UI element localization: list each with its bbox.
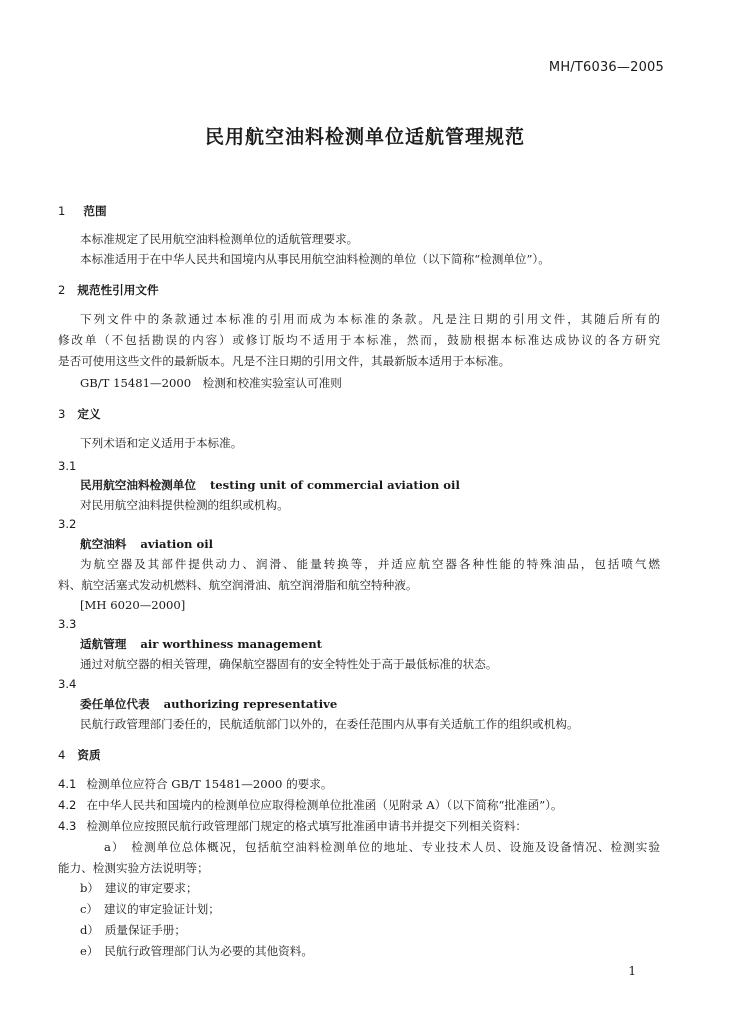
clause-number: 4.2 <box>58 798 77 812</box>
section-4-heading <box>58 748 101 762</box>
list-text: 建议的审定验证计划； <box>103 902 220 916</box>
clause-text: 检测单位应按照民航行政管理部门规定的格式填写批准函申请书并提交下列相关资料： <box>86 819 528 833</box>
section-number: 4 <box>58 748 66 762</box>
paragraph-line: 修改单（不包括勘误的内容）或修订版均不适用于本标准，然而，鼓励根据本标准达成协议的各方研究 <box>58 333 660 347</box>
term-number: 3.1 <box>58 459 77 473</box>
term-number: 3.4 <box>58 677 77 691</box>
term-number: 3.2 <box>58 517 77 531</box>
clause-4-2 <box>58 798 563 812</box>
term-english: aviation oil <box>140 537 214 551</box>
paragraph: 本标准规定了民用航空油料检测单位的适航管理要求。 <box>80 232 359 246</box>
term-definition-line: 为航空器及其部件提供动力、润滑、能量转换等，并适应航空器各种性能的特殊油品，包括喷气燃 <box>80 557 660 571</box>
clause-number: 4.3 <box>58 819 77 833</box>
list-item-e <box>80 944 313 958</box>
term-chinese: 委任单位代表 <box>80 697 150 711</box>
section-title: 定义 <box>77 407 101 421</box>
clause-4-1 <box>58 777 332 791</box>
term-definition: 通过对航空器的相关管理，确保航空器固有的安全特性处于高于最低标准的状态。 <box>80 657 498 671</box>
list-text: 质量保证手册； <box>104 923 186 937</box>
section-2-heading <box>58 283 159 297</box>
list-label: a） <box>104 840 119 854</box>
list-label: d） <box>80 923 94 937</box>
list-item-c <box>80 902 220 916</box>
term-entry <box>80 697 337 711</box>
list-text: 建议的审定要求； <box>104 881 198 895</box>
paragraph-line: 是否可使用这些文件的最新版本。凡是不注日期的引用文件，其最新版本适用于本标准。 <box>58 354 511 368</box>
list-item-a <box>104 840 660 854</box>
page-number: 1 <box>628 964 636 978</box>
standard-number: MH/T6036—2005 <box>548 60 664 75</box>
section-title: 范围 <box>83 204 107 218</box>
term-chinese: 民用航空油料检测单位 <box>80 478 196 492</box>
clause-number: 4.1 <box>58 777 77 791</box>
term-chinese: 航空油料 <box>80 537 127 551</box>
term-english: authorizing representative <box>163 697 338 711</box>
section-title: 规范性引用文件 <box>77 283 159 297</box>
term-entry <box>80 637 322 651</box>
list-text: 民航行政管理部门认为必要的其他资料。 <box>104 944 313 958</box>
list-item-a-continued: 能力、检测实验方法说明等； <box>58 861 209 875</box>
term-chinese: 适航管理 <box>80 637 127 651</box>
section-3-heading <box>58 407 101 421</box>
clause-text: 检测单位应符合 GB/T 15481—2000 的要求。 <box>86 777 333 791</box>
term-definition: 民航行政管理部门委任的，民航适航部门以外的，在委任范围内从事有关适航工作的组织或机构。 <box>80 717 579 731</box>
term-entry <box>80 478 460 492</box>
list-text: 检测单位总体概况，包括航空油料检测单位的地址、专业技术人员、设施及设备情况、检测实验 <box>131 840 660 854</box>
list-label: e） <box>80 944 93 958</box>
clause-text: 在中华人民共和国境内的检测单位应取得检测单位批准函（见附录 A）（以下简称“批准函”）。 <box>86 798 563 812</box>
section-title: 资质 <box>77 748 101 762</box>
term-english: air worthiness management <box>140 637 322 651</box>
term-definition: 对民用航空油料提供检测的组织或机构。 <box>80 498 289 512</box>
document-title: 民用航空油料检测单位适航管理规范 <box>204 126 525 148</box>
paragraph: 本标准适用于在中华人民共和国境内从事民用航空油料检测的单位（以下简称“检测单位”）。 <box>80 252 550 266</box>
clause-4-3 <box>58 819 527 833</box>
section-number: 2 <box>58 283 66 297</box>
term-source: [MH 6020—2000] <box>80 598 186 612</box>
section-1-heading <box>58 204 107 218</box>
list-label: c） <box>80 902 93 916</box>
section-number: 3 <box>58 407 66 421</box>
list-label: b） <box>80 881 94 895</box>
paragraph: 下列术语和定义适用于本标准。 <box>80 436 243 450</box>
term-number: 3.3 <box>58 617 77 631</box>
term-english: testing unit of commercial aviation oil <box>209 478 460 492</box>
section-number: 1 <box>58 204 66 218</box>
paragraph-line: 下列文件中的条款通过本标准的引用而成为本标准的条款。凡是注日期的引用文件，其随后所有的 <box>80 312 660 326</box>
term-entry <box>80 537 213 551</box>
term-definition-line: 料、航空活塞式发动机燃料、航空润滑油、航空润滑脂和航空特种液。 <box>58 578 418 592</box>
list-item-d <box>80 923 186 937</box>
list-item-b <box>80 881 198 895</box>
normative-reference: GB/T 15481—2000 检测和校准实验室认可准则 <box>80 376 342 390</box>
